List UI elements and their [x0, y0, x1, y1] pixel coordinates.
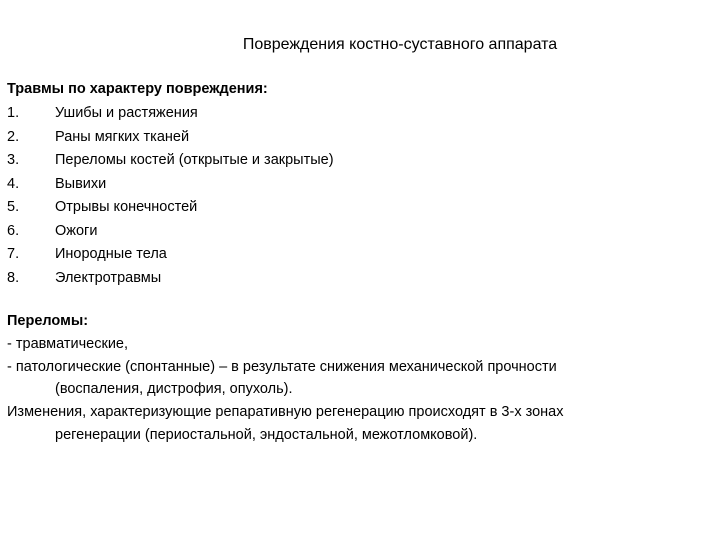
list-item	[7, 126, 334, 150]
regeneration-changes: Изменения, характеризующие репаративную регенерацию происходят в 3-х зонах	[7, 404, 564, 420]
list-item-text: Инородные тела	[55, 246, 167, 262]
injuries-heading: Травмы по характеру повреждения:	[7, 81, 268, 97]
list-item-number: 4.	[7, 175, 20, 192]
list-item-number: 7.	[7, 246, 20, 262]
list-item-text: Переломы костей (открытые и закрытые)	[55, 152, 334, 168]
list-item	[7, 220, 334, 244]
list-item	[7, 196, 334, 220]
list-item	[7, 149, 334, 173]
list-item-text: Вывихи	[55, 175, 107, 192]
list-item	[7, 102, 334, 126]
list-item-number: 3.	[7, 152, 20, 168]
list-item-text: Электротравмы	[55, 269, 162, 286]
list-item-number: 6.	[7, 222, 20, 239]
list-item-number: 1.	[7, 105, 20, 121]
list-item	[7, 243, 334, 267]
list-item	[7, 173, 334, 197]
fracture-type-pathologic: - патологические (спонтанные) – в результате снижения механической прочности	[7, 359, 557, 375]
list-item	[7, 267, 334, 291]
fracture-type-traumatic: - травматические,	[7, 336, 129, 352]
regeneration-zones: регенерации (периостальной, эндостальной, межотломковой).	[55, 427, 478, 443]
list-item-number: 5.	[7, 199, 20, 215]
injury-list	[7, 102, 334, 290]
list-item-text: Отрывы конечностей	[55, 199, 198, 215]
fracture-type-pathologic-causes: (воспаления, дистрофия, опухоль).	[55, 381, 293, 397]
slide-title: Повреждения костно-суставного аппарата	[242, 36, 558, 53]
list-item-number: 8.	[7, 269, 20, 286]
list-item-text: Ожоги	[55, 222, 98, 239]
list-item-text: Ушибы и растяжения	[55, 105, 198, 121]
fractures-heading: Переломы:	[7, 313, 89, 329]
list-item-text: Раны мягких тканей	[55, 128, 190, 145]
list-item-number: 2.	[7, 128, 20, 145]
